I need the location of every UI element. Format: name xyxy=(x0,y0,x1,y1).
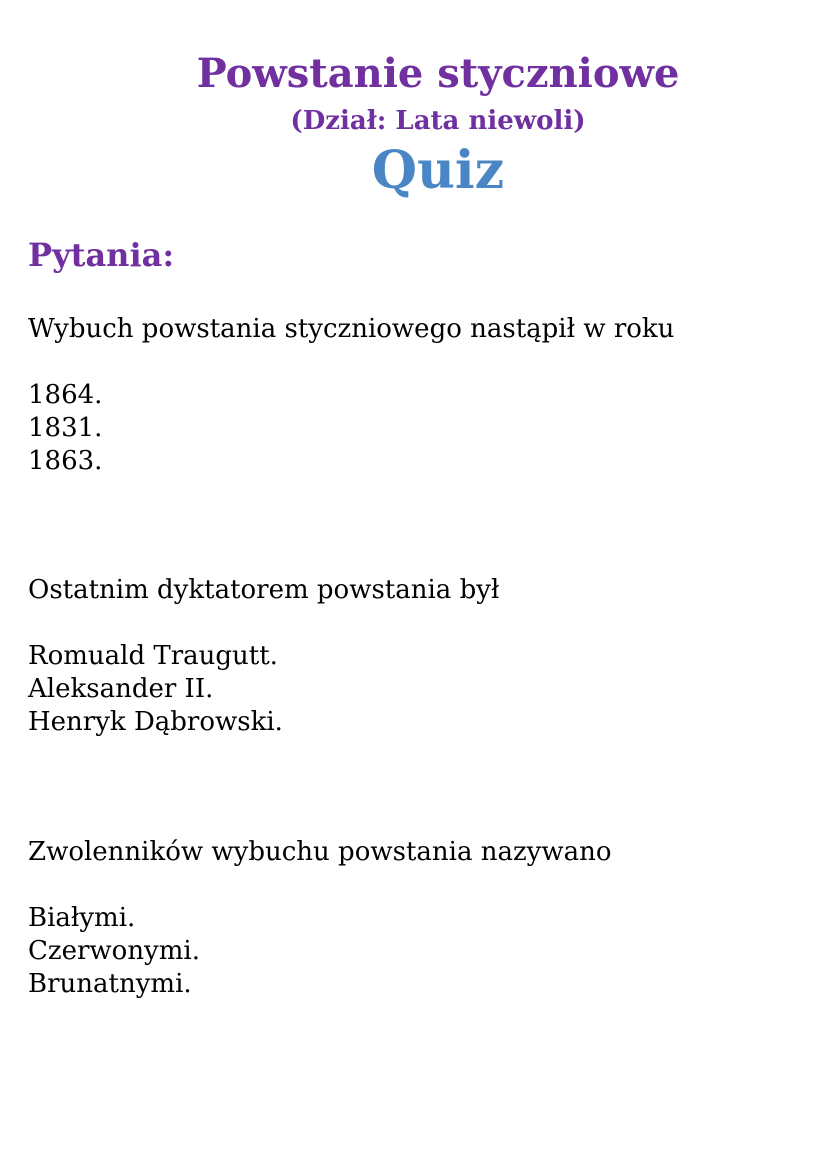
answer-option: 1831. xyxy=(28,413,103,443)
answer-option: Brunatnymi. xyxy=(28,969,192,999)
quiz-label: Quiz xyxy=(371,140,505,201)
question-text: Zwolenników wybuchu powstania nazywano xyxy=(28,837,612,867)
questions-heading: Pytania: xyxy=(28,236,175,274)
answer-option: Aleksander II. xyxy=(28,674,214,704)
question-block-3 xyxy=(28,836,808,1001)
answer-option: Romuald Traugutt. xyxy=(28,641,278,671)
question-block-1 xyxy=(28,313,808,478)
question-block-2 xyxy=(28,574,808,739)
document-title: Powstanie styczniowe xyxy=(196,50,680,97)
question-text: Ostatnim dyktatorem powstania był xyxy=(28,575,500,605)
answer-list xyxy=(28,379,808,478)
answer-list xyxy=(28,902,808,1001)
answer-option: 1864. xyxy=(28,380,103,410)
answer-option: Białymi. xyxy=(28,903,136,933)
answer-option: 1863. xyxy=(28,446,103,476)
answer-list xyxy=(28,640,808,739)
question-text: Wybuch powstania styczniowego nastąpił w roku xyxy=(28,314,675,344)
answer-option: Czerwonymi. xyxy=(28,936,200,966)
answer-option: Henryk Dąbrowski. xyxy=(28,707,283,737)
document-subtitle: (Dział: Lata niewoli) xyxy=(290,106,586,136)
